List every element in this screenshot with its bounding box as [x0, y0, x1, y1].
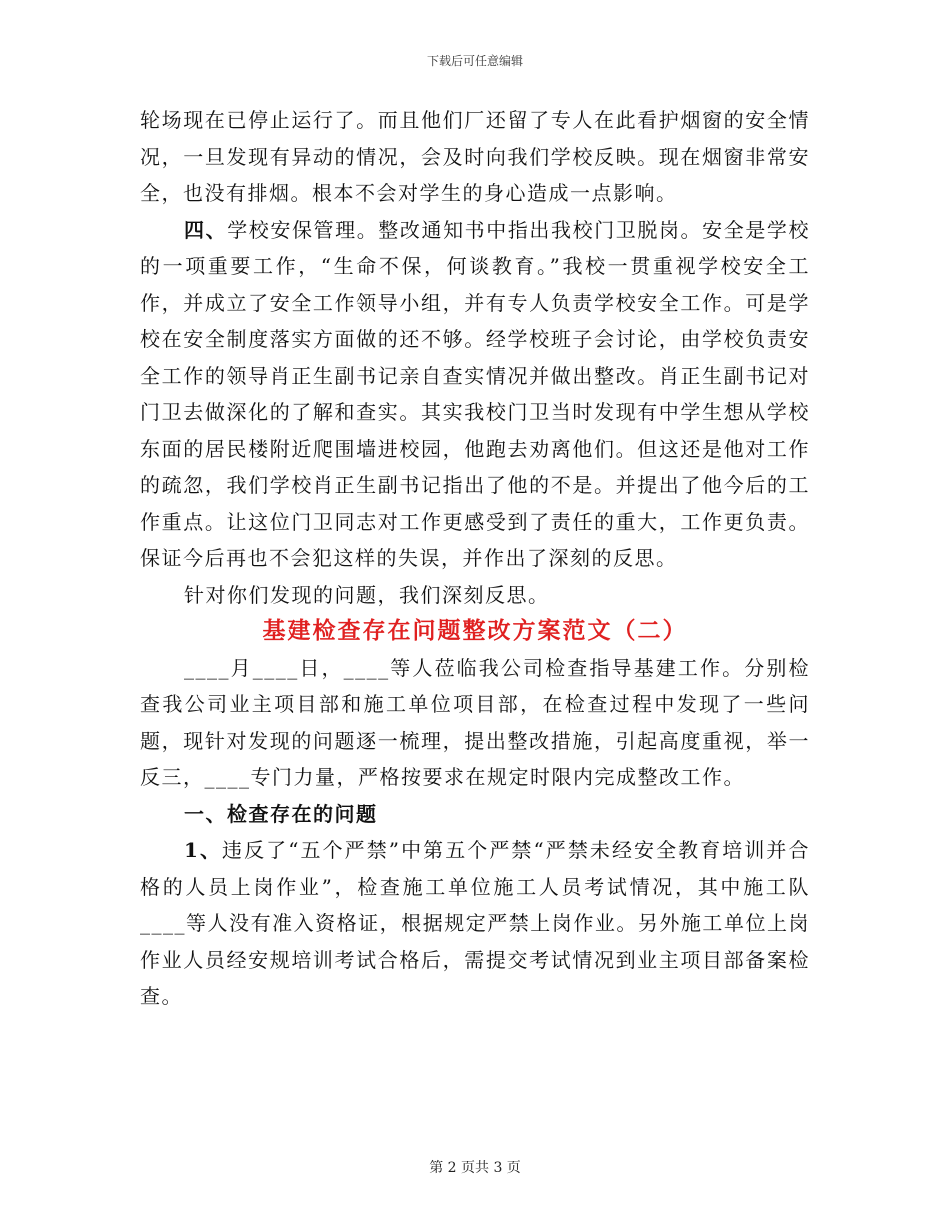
section-heading-1: 一、检查存在的问题	[184, 801, 378, 826]
paragraph-4: ____月____日，____等人莅临我公司检查指导基建工作。分别检查我公司业主项目部和施工单位项目部，在检查过程中发现了一些问题，现针对发现的问题逐一梳理，提出整改措施，引起高度重视，举一反三，____专门力量，严格按要求在规定时限内完成整改工作。	[140, 655, 810, 789]
paragraph-5	[140, 832, 810, 1015]
paragraph-2	[140, 212, 810, 577]
document-body	[140, 102, 810, 1015]
section-title: 基建检查存在问题整改方案范文（二）	[262, 617, 688, 644]
page-footer: 第 2 页共 3 页	[429, 1160, 521, 1176]
paragraph-5-text: 违反了“五个严禁”中第五个严禁“严禁未经安全教育培训并合格的人员上岗作业”，检查施工单位施工人员考试情况，其中施工队____等人没有准入资格证，根据规定严禁上岗作业。另外施工单位上岗作业人员经安规培训考试合格后，需提交考试情况到业主项目部备案检查。	[140, 838, 810, 1008]
paragraph-2-text: 学校安保管理。整改通知书中指出我校门卫脱岗。安全是学校的一项重要工作，“生命不保，何谈教育。”我校一贯重视学校安全工作，并成立了安全工作领导小组，并有专人负责学校安全工作。可是学校在安全制度落实方面做的还不够。经学校班子会讨论，由学校负责安全工作的领导肖正生副书记亲自查实情况并做出整改。肖正生副书记对门卫去做深化的了解和查实。其实我校门卫当时发现有中学生想从学校东面的居民楼附近爬围墙进校园，他跑去劝离他们。但这还是他对工作的疏忽，我们学校肖正生副书记指出了他的不是。并提出了他今后的工作重点。让这位门卫同志对工作更感受到了责任的重大，工作更负责。保证今后再也不会犯这样的失误，并作出了深刻的反思。	[140, 217, 811, 570]
header-note: 下载后可任意编辑	[426, 54, 523, 68]
paragraph-1: 轮场现在已停止运行了。而且他们厂还留了专人在此看护烟窗的安全情况，一旦发现有异动的情况，会及时向我们学校反映。现在烟窗非常安全，也没有排烟。根本不会对学生的身心造成一点影响。	[140, 108, 810, 205]
paragraph-3: 针对你们发现的问题，我们深刻反思。	[184, 582, 550, 607]
paragraph-2-lead: 四、	[184, 217, 228, 242]
paragraph-5-lead: 1、	[184, 838, 223, 862]
